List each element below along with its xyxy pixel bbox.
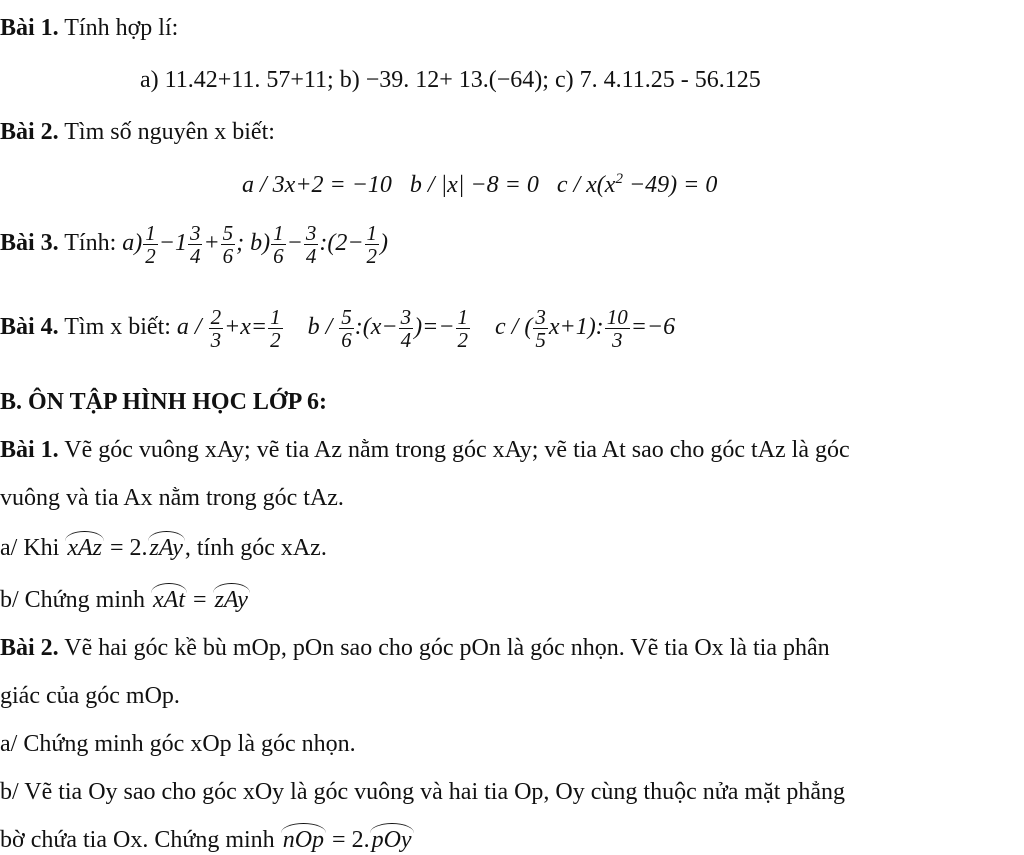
bai1-label: Bài 1. [0, 15, 59, 41]
hh1-label: Bài 1. [0, 437, 59, 463]
bai1-heading [0, 14, 178, 43]
hh2-line2: giác của góc mOp. [0, 683, 180, 709]
bai3-text: Tính: [58, 230, 123, 257]
bai2-eq-c: $c / x(x^2 -49) = 0$ [556, 171, 718, 198]
bai4-heading [0, 306, 675, 351]
hh2-a: a/ Chứng minh góc xOp là góc nhọn. [0, 731, 356, 757]
angle-zAy-2: zAy [214, 587, 248, 613]
angle-pOy: pOy [371, 827, 412, 853]
bai2-eq-b: b / |x| −8 = 0 [409, 172, 539, 198]
hh1-b: b/ Chứng minh xAt = zAy [0, 587, 248, 613]
hh2-text: Vẽ hai góc kề bù mOp, pOn sao cho góc pOn là góc nhọn. Vẽ tia Ox là tia phân [58, 635, 830, 661]
bai2-eq-a: a / 3x+2 = −10 [242, 172, 392, 198]
hh2-b2: bờ chứa tia Ox. Chứng minh nOp = 2.pOy [0, 827, 412, 853]
bai3-expr: a) $\frac{1}{2}$ −1 $\frac{3}{4}$ + $\frac{5}{6}$ ; b) $\frac{1}{6}$ − $\frac{3}{4}$ :(2− $\frac{1}{2}$ ) [122, 221, 389, 269]
angle-xAz: xAz [67, 535, 102, 561]
angle-nOp: nOp [282, 827, 325, 853]
bai2-equations [242, 170, 717, 200]
bai4-expr: a / $\frac{2}{3}$ +x= $\frac{1}{2}$ b / $\frac{5}{6}$ :(x− $\frac{3}{4}$ )=− $\frac{1}{2}$ c / ( $\frac{3}{5}$ x+1): $\frac{10}{3}$ =−6 [176, 305, 676, 353]
bai4-label: Bài 4. [0, 314, 59, 341]
section-b-title: B. ÔN TẬP HÌNH HỌC LỚP 6: [0, 389, 327, 415]
hh2-label: Bài 2. [0, 635, 59, 661]
hh2-line1 [0, 634, 830, 663]
hh1-a: a/ Khi xAz = 2.zAy, tính góc xAz. [0, 535, 327, 561]
bai1-expressions: a) 11.42+11. 57+11; b) −39. 12+ 13.(−64); c) 7. 4.11.25 - 56.125 [140, 67, 761, 93]
bai2-text: Tìm số nguyên x biết: [58, 119, 275, 145]
hh1-line1 [0, 436, 850, 465]
bai2-label: Bài 2. [0, 119, 59, 145]
angle-zAy: zAy [149, 535, 183, 561]
bai3-label: Bài 3. [0, 230, 59, 257]
bai1-text: Tính hợp lí: [58, 15, 179, 41]
hh1-line2: vuông và tia Ax nằm trong góc tAz. [0, 485, 344, 511]
hh2-b1: b/ Vẽ tia Oy sao cho góc xOy là góc vuông và hai tia Op, Oy cùng thuộc nửa mặt phẳng [0, 779, 846, 805]
bai4-text: Tìm x biết: [58, 314, 177, 341]
bai3-heading [0, 222, 388, 267]
hh1-text: Vẽ góc vuông xAy; vẽ tia Az nằm trong góc xAy; vẽ tia At sao cho góc tAz là góc [58, 437, 850, 463]
angle-xAt: xAt [153, 587, 186, 613]
bai2-heading [0, 118, 275, 147]
